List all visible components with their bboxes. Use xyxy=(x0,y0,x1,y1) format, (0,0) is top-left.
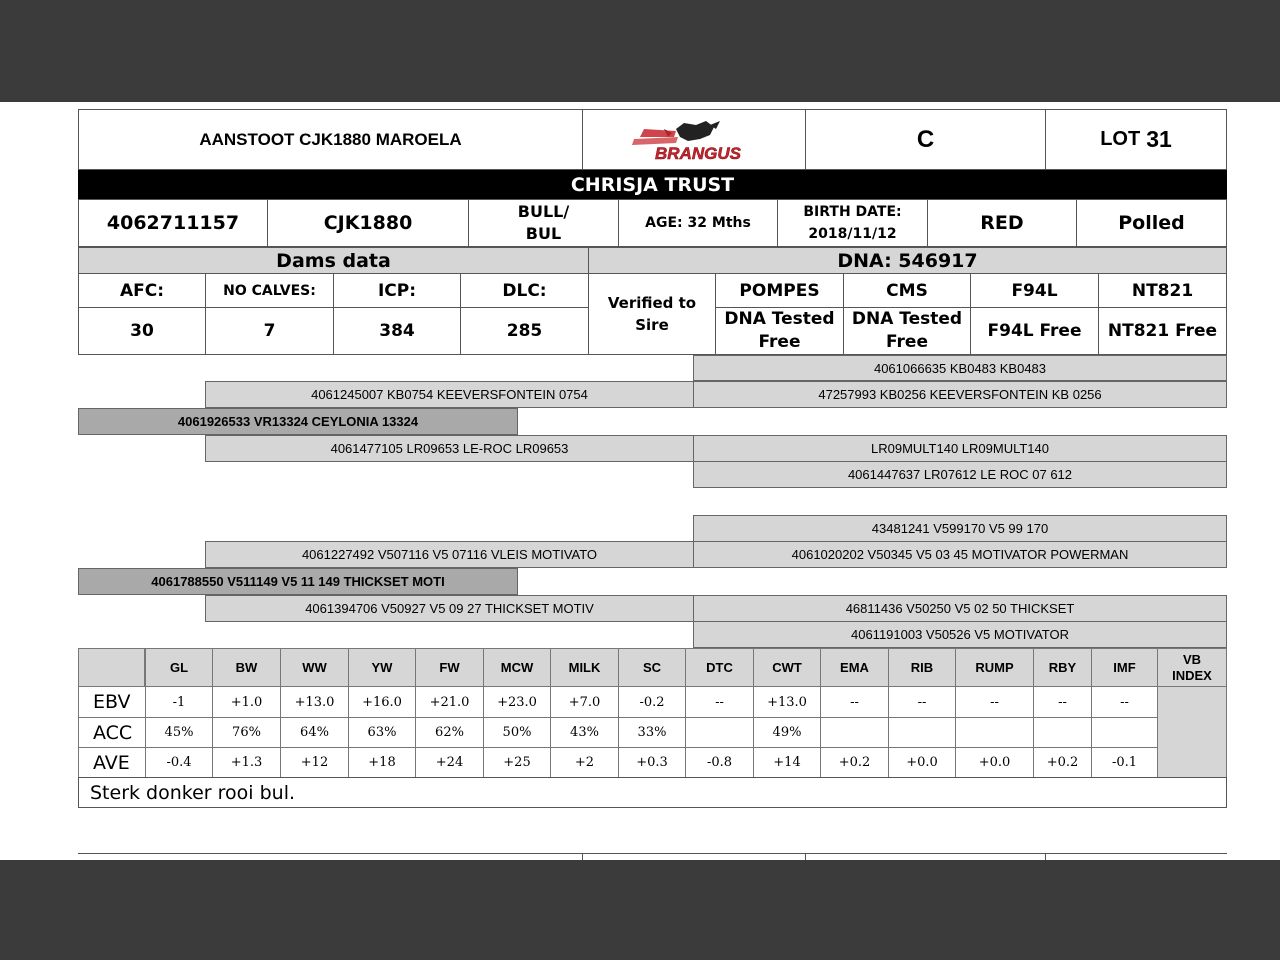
ebv-cell: +13.0 xyxy=(753,686,821,718)
ebv-cell: -0.4 xyxy=(145,747,213,778)
dna-header-cms: CMS xyxy=(843,273,971,308)
next-card-edge xyxy=(78,853,1227,860)
ebv-cell: +1.0 xyxy=(212,686,281,718)
ebv-cell: +25 xyxy=(483,747,551,778)
ebv-cell: -- xyxy=(888,686,956,718)
animal-age: AGE: 32 Mths xyxy=(618,199,778,247)
dams-header-afc: AFC: xyxy=(78,273,206,308)
ebv-cell: +0.3 xyxy=(618,747,686,778)
ebv-cell: +23.0 xyxy=(483,686,551,718)
dams-value-icp: 384 xyxy=(333,307,461,355)
dna-value-pompes: DNA Tested Free xyxy=(715,307,844,355)
ebv-cell: +16.0 xyxy=(348,686,416,718)
pedigree-dds: 46811436 V50250 V5 02 50 THICKSET xyxy=(693,595,1227,622)
ebv-cell xyxy=(888,717,956,748)
pedigree-dam: 4061788550 V511149 V5 11 149 THICKSET MOTI xyxy=(78,568,518,595)
ebv-cell: -- xyxy=(1033,686,1092,718)
pedigree-sire-sire: 4061245007 KB0754 KEEVERSFONTEIN 0754 xyxy=(205,381,694,408)
dams-value-no-calves: 7 xyxy=(205,307,334,355)
ebv-row-label: AVE xyxy=(78,747,146,778)
pedigree-ddd: 4061191003 V50526 V5 MOTIVATOR xyxy=(693,621,1227,648)
dams-data-title: Dams data xyxy=(78,247,589,274)
ebv-cell: +7.0 xyxy=(550,686,619,718)
ebv-cell: 43% xyxy=(550,717,619,748)
bull-logo-icon xyxy=(614,115,774,165)
ebv-cell: -1 xyxy=(145,686,213,718)
lot-label: LOT xyxy=(1100,128,1141,150)
ebv-col-bw: BW xyxy=(212,648,281,687)
ebv-cell: +0.0 xyxy=(888,747,956,778)
dams-header-no-calves: NO CALVES: xyxy=(205,273,334,308)
ebv-cell: -- xyxy=(955,686,1034,718)
ebv-cell xyxy=(955,717,1034,748)
dams-value-dlc: 285 xyxy=(460,307,589,355)
ebv-cell: +13.0 xyxy=(280,686,349,718)
dna-header-pompes: POMPES xyxy=(715,273,844,308)
pedigree-sss: 4061066635 KB0483 KB0483 xyxy=(693,355,1227,381)
ebv-col-rib: RIB xyxy=(888,648,956,687)
ebv-cell: +2 xyxy=(550,747,619,778)
dams-value-afc: 30 xyxy=(78,307,206,355)
ebv-cell: +14 xyxy=(753,747,821,778)
ebv-cell xyxy=(820,717,889,748)
pedigree-sds: LR09MULT140 LR09MULT140 xyxy=(693,435,1227,462)
ebv-cell: -0.1 xyxy=(1091,747,1158,778)
dna-title: DNA: 546917 xyxy=(588,247,1227,274)
ebv-col-rby: RBY xyxy=(1033,648,1092,687)
pedigree-sire: 4061926533 VR13324 CEYLONIA 13324 xyxy=(78,408,518,435)
animal-sex: BULL/ BUL xyxy=(468,199,619,247)
vb-index-value-cell xyxy=(1157,686,1227,778)
ebv-cell: 64% xyxy=(280,717,349,748)
pedigree-sire-dam: 4061477105 LR09653 LE-ROC LR09653 xyxy=(205,435,694,462)
ebv-cell xyxy=(1091,717,1158,748)
lot-number: 31 xyxy=(1146,126,1172,152)
ebv-cell: +12 xyxy=(280,747,349,778)
dna-value-nt821: NT821 Free xyxy=(1098,307,1227,355)
animal-tag: CJK1880 xyxy=(267,199,469,247)
ebv-col-rump: RUMP xyxy=(955,648,1034,687)
ebv-col-vb-index: VB INDEX xyxy=(1157,648,1227,687)
pedigree-dsd: 4061020202 V50345 V5 03 45 MOTIVATOR POWERMAN xyxy=(693,541,1227,568)
dna-value-cms: DNA Tested Free xyxy=(843,307,971,355)
dams-header-icp: ICP: xyxy=(333,273,461,308)
ebv-col-milk: MILK xyxy=(550,648,619,687)
ebv-cell: +0.2 xyxy=(820,747,889,778)
dna-value-f94l: F94L Free xyxy=(970,307,1099,355)
pedigree-ssd: 47257993 KB0256 KEEVERSFONTEIN KB 0256 xyxy=(693,381,1227,408)
comment-row: Sterk donker rooi bul. xyxy=(78,777,1227,808)
pedigree-dam-sire: 4061227492 V507116 V5 07116 VLEIS MOTIVATO xyxy=(205,541,694,568)
ebv-col-sc: SC xyxy=(618,648,686,687)
ebv-cell: -- xyxy=(685,686,754,718)
dna-header-nt821: NT821 xyxy=(1098,273,1227,308)
horn-status: Polled xyxy=(1076,199,1227,247)
ebv-cell: 63% xyxy=(348,717,416,748)
breeder-band: CHRISJA TRUST xyxy=(78,170,1227,199)
ebv-row-label: EBV xyxy=(78,686,146,718)
birth-date: BIRTH DATE: 2018/11/12 xyxy=(777,199,928,247)
category-label: C xyxy=(805,109,1046,170)
ebv-cell xyxy=(1033,717,1092,748)
ebv-cell: 33% xyxy=(618,717,686,748)
pedigree-dss: 43481241 V599170 V5 99 170 xyxy=(693,515,1227,542)
dna-header-f94l: F94L xyxy=(970,273,1099,308)
ebv-cell: 49% xyxy=(753,717,821,748)
ebv-cell: -- xyxy=(1091,686,1158,718)
ebv-cell: +24 xyxy=(415,747,484,778)
ebv-cell: +0.2 xyxy=(1033,747,1092,778)
ebv-cell xyxy=(685,717,754,748)
ebv-col-ww: WW xyxy=(280,648,349,687)
document-page xyxy=(0,102,1280,860)
ebv-cell: -0.2 xyxy=(618,686,686,718)
animal-colour: RED xyxy=(927,199,1077,247)
ebv-corner-cell xyxy=(78,648,145,687)
animal-id: 4062711157 xyxy=(78,199,268,247)
pedigree-sdd: 4061447637 LR07612 LE ROC 07 612 xyxy=(693,461,1227,488)
pedigree-dam-dam: 4061394706 V50927 V5 09 27 THICKSET MOTIV xyxy=(205,595,694,622)
verified-to-sire: Verified to Sire xyxy=(588,273,716,355)
ebv-col-dtc: DTC xyxy=(685,648,754,687)
ebv-col-cwt: CWT xyxy=(753,648,821,687)
ebv-cell: 45% xyxy=(145,717,213,748)
ebv-col-imf: IMF xyxy=(1091,648,1158,687)
ebv-cell: 76% xyxy=(212,717,281,748)
animal-name: AANSTOOT CJK1880 MAROELA xyxy=(78,109,583,170)
ebv-cell: -0.8 xyxy=(685,747,754,778)
ebv-cell: 50% xyxy=(483,717,551,748)
ebv-col-yw: YW xyxy=(348,648,416,687)
ebv-cell: +1.3 xyxy=(212,747,281,778)
ebv-col-ema: EMA xyxy=(820,648,889,687)
ebv-cell: +18 xyxy=(348,747,416,778)
ebv-col-gl: GL xyxy=(145,648,213,687)
svg-text:BRANGUS: BRANGUS xyxy=(655,143,741,163)
ebv-col-fw: FW xyxy=(415,648,484,687)
ebv-row-label: ACC xyxy=(78,717,146,748)
ebv-cell: +21.0 xyxy=(415,686,484,718)
ebv-cell: -- xyxy=(820,686,889,718)
lot-box xyxy=(1045,109,1227,170)
ebv-col-mcw: MCW xyxy=(483,648,551,687)
ebv-cell: 62% xyxy=(415,717,484,748)
brangus-logo xyxy=(582,109,806,170)
dams-header-dlc: DLC: xyxy=(460,273,589,308)
ebv-cell: +0.0 xyxy=(955,747,1034,778)
